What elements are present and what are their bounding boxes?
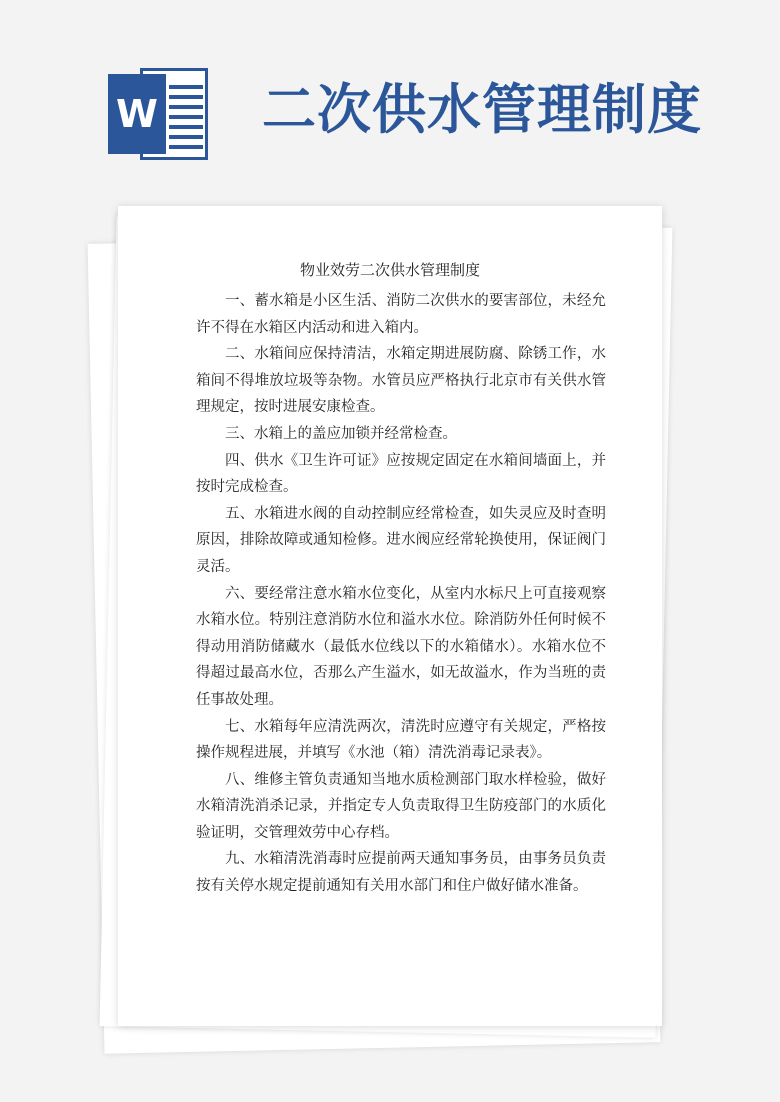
- paragraph-3: 三、水箱上的盖应加锁并经常检查。: [225, 425, 457, 442]
- paragraph-7: 七、水箱每年应清洗两次，清洗时应遵守有关规定，严格按操作规程进展，并填写《水池（箱）清洗消毒记录表》。: [196, 718, 606, 762]
- document-page: [118, 206, 662, 1026]
- paragraph-6: 六、要经常注意水箱水位变化，从室内水标尺上可直接观察水箱水位。特别注意消防水位和溢水水位。除消防外任何时候不得动用消防储藏水（最低水位线以下的水箱储水）。水箱水位不得超过最高水位，否那么产生溢水，如无故溢水，作为当班的责任事故处理。: [196, 585, 606, 708]
- document-body: [196, 288, 606, 900]
- paragraph-1: 一、蓄水箱是小区生活、消防二次供水的要害部位，未经允许不得在水箱区内活动和进入箱内。: [196, 293, 606, 336]
- banner: [0, 0, 780, 200]
- word-document-icon: [108, 68, 208, 160]
- document-title: 物业效劳二次供水管理制度: [299, 261, 480, 279]
- paragraph-5: 五、水箱进水阀的自动控制应经常检查，如失灵应及时查明原因，排除故障或通知检修。进水阀应经常轮换使用，保证阀门灵活。: [196, 505, 606, 575]
- paragraph-4: 四、供水《卫生许可证》应按规定固定在水箱间墙面上，并按时完成检查。: [196, 452, 606, 496]
- banner-title: 二次供水管理制度: [262, 78, 702, 141]
- paragraph-9: 九、水箱清洗消毒时应提前两天通知事务员，由事务员负责按有关停水规定提前通知有关用水部门和住户做好储水准备。: [196, 851, 606, 895]
- word-logo-letter: W: [108, 74, 166, 154]
- paragraph-8: 八、维修主管负责通知当地水质检测部门取水样检验，做好水箱清洗消杀记录，并指定专人负责取得卫生防疫部门的水质化验证明，交管理效劳中心存档。: [196, 771, 606, 841]
- paragraph-2: 二、水箱间应保持清洁，水箱定期进展防腐、除锈工作，水箱间不得堆放垃圾等杂物。水管员应严格执行北京市有关供水管理规定，按时进展安康检查。: [196, 346, 606, 416]
